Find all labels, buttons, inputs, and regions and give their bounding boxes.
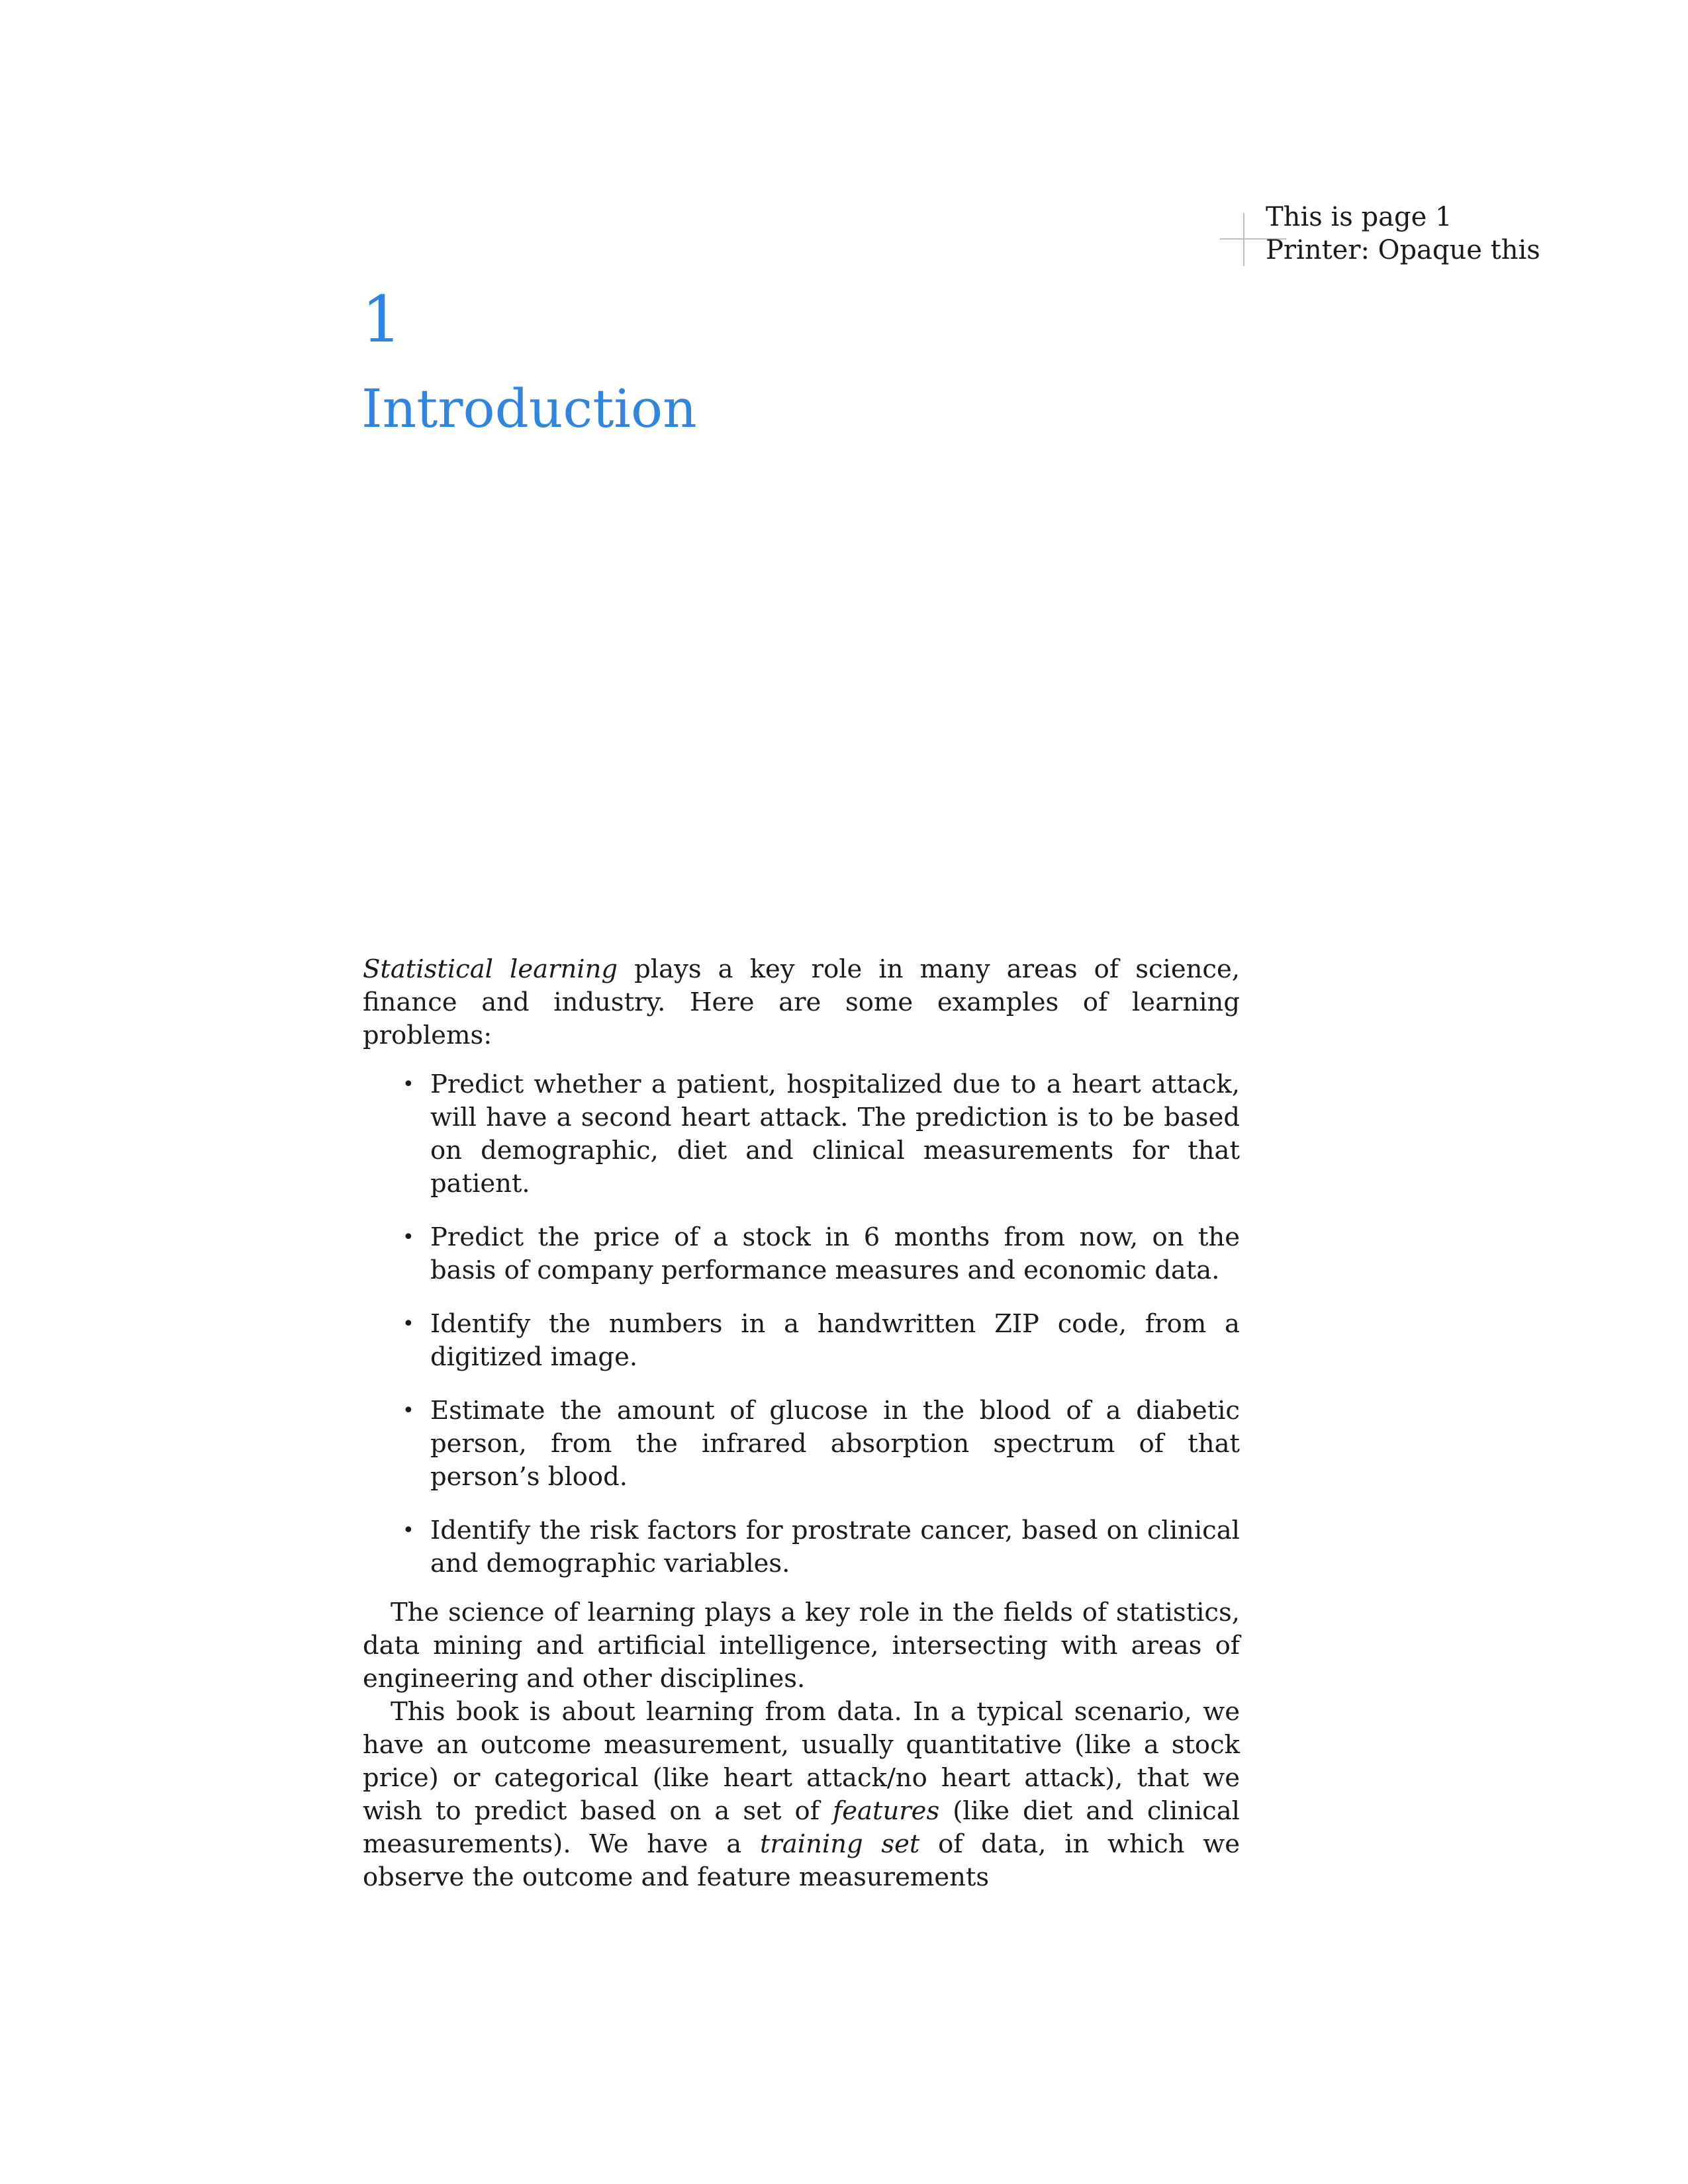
chapter-title: Introduction bbox=[361, 378, 697, 439]
bullet-icon: • bbox=[402, 1519, 414, 1542]
list-item-text: Predict the price of a stock in 6 months from now, on the basis of company performance measures and economic data. bbox=[430, 1222, 1240, 1285]
crop-mark-vertical bbox=[1243, 213, 1244, 266]
term-features: features bbox=[833, 1796, 940, 1826]
list-item-text: Identify the risk factors for prostrate cancer, based on clinical and demographic variables. bbox=[430, 1516, 1240, 1578]
list-item bbox=[402, 1308, 1240, 1374]
book-paragraph-part3: of data, in which we observe the outcome and feature measurements bbox=[363, 1829, 1240, 1892]
page-number-line: This is page 1 bbox=[1266, 202, 1452, 232]
book-paragraph-part2: (like diet and clinical measurements). We have a bbox=[363, 1796, 1240, 1859]
list-item bbox=[402, 1221, 1240, 1287]
page-header bbox=[1266, 201, 1540, 267]
book-paragraph-part1: This book is about learning from data. In a typical scenario, we have an outcome measurement, usually quantitative (like a stock price) or categorical (like heart attack/no heart attack), that we wish to predict based on a set of bbox=[363, 1697, 1240, 1826]
science-paragraph: The science of learning plays a key role in the fields of statistics, data mining and artificial intelligence, intersecting with areas of engineering and other disciplines. bbox=[363, 1598, 1240, 1694]
intro-text: plays a key role in many areas of science, finance and industry. Here are some examples of learning problems: bbox=[363, 954, 1240, 1050]
chapter-number: 1 bbox=[361, 283, 402, 357]
body-text bbox=[363, 953, 1240, 1894]
intro-term: Statistical learning bbox=[363, 954, 618, 984]
list-item bbox=[402, 1514, 1240, 1580]
book-paragraph bbox=[363, 1696, 1240, 1894]
list-item-text: Predict whether a patient, hospitalized due to a heart attack, will have a second heart attack. The prediction is to be based on demographic, diet and clinical measurements for that patient. bbox=[430, 1069, 1240, 1199]
bullet-icon: • bbox=[402, 1073, 414, 1096]
examples-list bbox=[363, 1068, 1240, 1580]
list-item bbox=[402, 1068, 1240, 1201]
list-item bbox=[402, 1394, 1240, 1494]
bullet-icon: • bbox=[402, 1226, 414, 1249]
bullet-icon: • bbox=[402, 1399, 414, 1422]
printer-line: Printer: Opaque this bbox=[1266, 235, 1540, 265]
term-training-set: training set bbox=[759, 1829, 920, 1859]
intro-paragraph bbox=[363, 953, 1240, 1052]
bullet-icon: • bbox=[402, 1312, 414, 1336]
list-item-text: Identify the numbers in a handwritten ZIP code, from a digitized image. bbox=[430, 1309, 1240, 1372]
list-item-text: Estimate the amount of glucose in the blood of a diabetic person, from the infrared absorption spectrum of that person’s blood. bbox=[430, 1396, 1240, 1492]
